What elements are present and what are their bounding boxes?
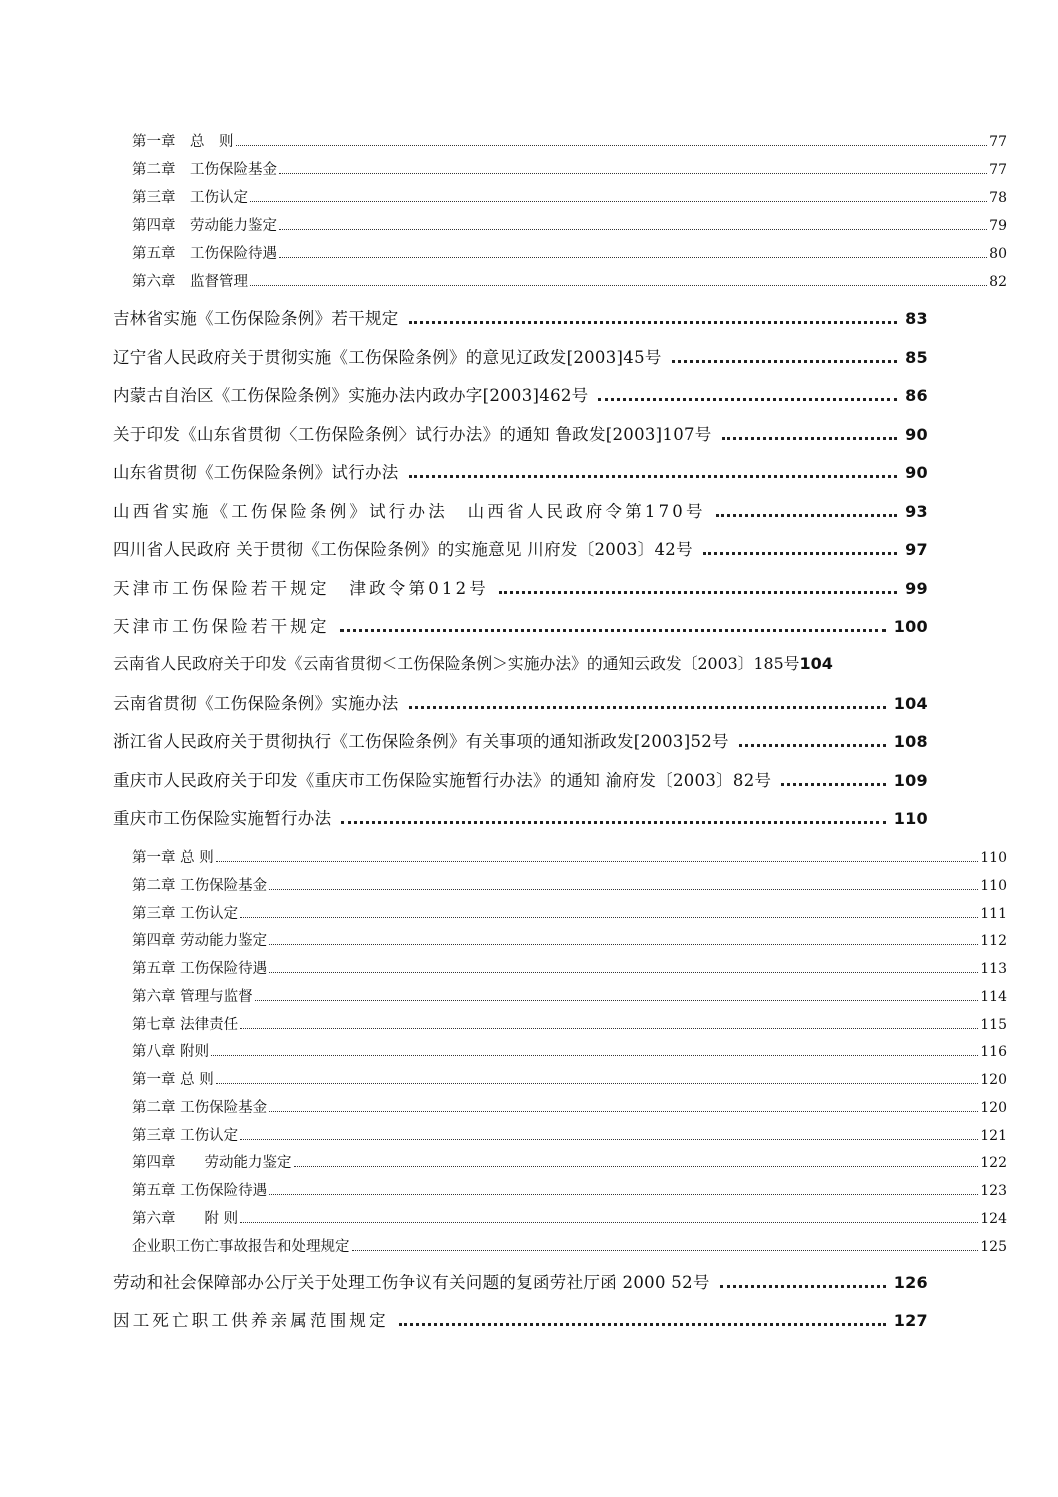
entry-page: 90 xyxy=(905,463,928,482)
entry-title: 天津市工伤保险若干规定 xyxy=(113,617,330,636)
entry-page: 126 xyxy=(893,1273,928,1292)
toc-entry[interactable] xyxy=(132,1096,1007,1124)
dot-leader xyxy=(340,628,886,632)
entry-page: 77 xyxy=(989,162,1007,178)
entry-page: 77 xyxy=(989,134,1007,150)
entry-title: 第四章 劳动能力鉴定 xyxy=(132,933,268,949)
entry-title: 第六章 附 则 xyxy=(132,1211,239,1227)
toc-entry[interactable] xyxy=(132,1179,1007,1207)
toc-entry[interactable] xyxy=(132,130,1007,158)
entry-page: 121 xyxy=(980,1128,1007,1144)
toc-entry[interactable] xyxy=(132,1040,1007,1068)
toc-entry[interactable] xyxy=(113,382,928,420)
dot-leader xyxy=(279,256,987,258)
dot-leader xyxy=(240,1027,978,1029)
entry-title: 辽宁省人民政府关于贯彻实施《工伤保险条例》的意见辽政发[2003]45号 xyxy=(113,348,662,367)
toc-entry[interactable] xyxy=(132,158,1007,186)
dot-leader xyxy=(279,228,987,230)
entry-page: 116 xyxy=(980,1044,1007,1060)
toc-entry[interactable] xyxy=(113,805,928,843)
dot-leader xyxy=(240,916,978,918)
toc-entry[interactable] xyxy=(132,929,1007,957)
toc-entry[interactable] xyxy=(132,1068,1007,1096)
dot-leader xyxy=(240,1221,978,1223)
entry-title: 劳动和社会保障部办公厅关于处理工伤争议有关问题的复函劳社厅函 2000 52号 xyxy=(113,1273,710,1292)
toc-entry[interactable] xyxy=(113,459,928,497)
entry-title: 第五章 工伤保险待遇 xyxy=(132,961,268,977)
entry-page: 109 xyxy=(893,771,928,790)
entry-title: 重庆市工伤保险实施暂行办法 xyxy=(113,809,332,828)
entry-page: 110 xyxy=(893,809,928,828)
entry-page: 97 xyxy=(905,540,928,559)
entry-title: 吉林省实施《工伤保险条例》若干规定 xyxy=(113,309,399,328)
toc-entry[interactable] xyxy=(132,902,1007,930)
dot-leader xyxy=(250,200,987,202)
toc-entry[interactable] xyxy=(113,305,928,343)
dot-leader xyxy=(341,820,885,824)
entry-page: 124 xyxy=(980,1211,1007,1227)
toc-entry[interactable] xyxy=(132,1124,1007,1152)
entry-page: 82 xyxy=(989,274,1007,290)
toc-entry[interactable] xyxy=(113,1307,928,1345)
entry-title: 关于印发《山东省贯彻〈工伤保险条例〉试行办法》的通知 鲁政发[2003]107号 xyxy=(113,425,712,444)
dot-leader xyxy=(720,1284,886,1288)
entry-title: 第六章 监督管理 xyxy=(132,274,248,290)
entry-page: 90 xyxy=(905,425,928,444)
entry-title: 云南省人民政府关于印发《云南省贯彻＜工伤保险条例＞实施办法》的通知云政发〔2003〕185号 xyxy=(113,654,800,673)
dot-leader xyxy=(672,359,897,363)
entry-title: 第二章 工伤保险基金 xyxy=(132,1100,268,1116)
entry-title: 第二章 工伤保险基金 xyxy=(132,162,277,178)
toc-entry[interactable] xyxy=(132,846,1007,874)
toc-entry[interactable] xyxy=(132,242,1007,270)
dot-leader xyxy=(409,320,898,324)
entry-page: 110 xyxy=(980,878,1007,894)
entry-page: 113 xyxy=(980,961,1007,977)
entry-page: 108 xyxy=(893,732,928,751)
dot-leader xyxy=(703,551,897,555)
entry-page: 86 xyxy=(905,386,928,405)
entry-page: 111 xyxy=(980,906,1007,922)
dot-leader xyxy=(279,172,987,174)
toc-entry[interactable] xyxy=(132,985,1007,1013)
entry-page: 122 xyxy=(980,1155,1007,1171)
entry-page: 127 xyxy=(893,1311,928,1330)
dot-leader xyxy=(269,1193,978,1195)
toc-entry[interactable] xyxy=(132,1151,1007,1179)
toc-entry[interactable] xyxy=(113,690,928,728)
entry-title: 内蒙古自治区《工伤保险条例》实施办法内政办字[2003]462号 xyxy=(113,386,589,405)
dot-leader xyxy=(269,1110,978,1112)
entry-page: 83 xyxy=(905,309,928,328)
entry-title: 第六章 管理与监督 xyxy=(132,989,253,1005)
entry-page: 79 xyxy=(989,218,1007,234)
dot-leader xyxy=(216,860,979,862)
entry-page: 80 xyxy=(989,246,1007,262)
dot-leader xyxy=(409,705,886,709)
entry-title: 重庆市人民政府关于印发《重庆市工伤保险实施暂行办法》的通知 渝府发〔2003〕82号 xyxy=(113,771,772,790)
dot-leader xyxy=(739,743,886,747)
entry-title: 企业职工伤亡事故报告和处理规定 xyxy=(132,1239,350,1255)
toc-entry[interactable] xyxy=(132,1207,1007,1235)
entry-title: 第三章 工伤认定 xyxy=(132,1128,239,1144)
entry-page: 114 xyxy=(980,989,1007,1005)
entry-title: 因工死亡职工供养亲属范围规定 xyxy=(113,1311,389,1330)
entry-title: 第四章 劳动能力鉴定 xyxy=(132,1155,292,1171)
entry-title: 浙江省人民政府关于贯彻执行《工伤保险条例》有关事项的通知浙政发[2003]52号 xyxy=(113,732,729,751)
entry-page: 93 xyxy=(905,502,928,521)
entry-page: 115 xyxy=(980,1017,1007,1033)
toc-entry[interactable] xyxy=(132,270,1007,298)
toc-entry[interactable] xyxy=(132,1235,1007,1263)
entry-title: 云南省贯彻《工伤保险条例》实施办法 xyxy=(113,694,399,713)
entry-page: 112 xyxy=(980,933,1007,949)
toc-entry[interactable] xyxy=(113,651,943,689)
dot-leader xyxy=(409,474,898,478)
dot-leader xyxy=(598,397,897,401)
entry-title: 第三章 工伤认定 xyxy=(132,190,248,206)
entry-page: 85 xyxy=(905,348,928,367)
entry-page: 125 xyxy=(980,1239,1007,1255)
entry-title: 第三章 工伤认定 xyxy=(132,906,239,922)
toc-entry[interactable] xyxy=(113,344,928,382)
dot-leader xyxy=(255,999,979,1001)
entry-page: 99 xyxy=(905,579,928,598)
toc-entry[interactable] xyxy=(113,767,928,805)
toc-entry[interactable] xyxy=(132,186,1007,214)
entry-title: 山东省贯彻《工伤保险条例》试行办法 xyxy=(113,463,399,482)
entry-title: 第二章 工伤保险基金 xyxy=(132,878,268,894)
dot-leader xyxy=(216,1082,979,1084)
dot-leader xyxy=(499,590,897,594)
dot-leader xyxy=(269,943,978,945)
entry-title: 第一章 总 则 xyxy=(132,1072,214,1088)
entry-title: 第四章 劳动能力鉴定 xyxy=(132,218,277,234)
entry-title: 第一章 总 则 xyxy=(132,134,234,150)
entry-title: 四川省人民政府 关于贯彻《工伤保险条例》的实施意见 川府发〔2003〕42号 xyxy=(113,540,693,559)
entry-page: 110 xyxy=(980,850,1007,866)
toc-entry[interactable] xyxy=(113,536,928,574)
entry-page: 104 xyxy=(893,694,928,713)
dot-leader xyxy=(269,888,978,890)
dot-leader xyxy=(722,436,898,440)
toc-entry[interactable] xyxy=(132,874,1007,902)
toc-entry[interactable] xyxy=(113,728,928,766)
entry-page: 123 xyxy=(980,1183,1007,1199)
dot-leader xyxy=(269,971,978,973)
entry-title: 第八章 附则 xyxy=(132,1044,210,1060)
toc-entry[interactable] xyxy=(113,1269,928,1307)
entry-page: 120 xyxy=(980,1072,1007,1088)
entry-title: 山西省实施《工伤保险条例》试行办法 山西省人民政府令第170号 xyxy=(113,502,706,521)
entry-title: 第一章 总 则 xyxy=(132,850,214,866)
entry-title: 第五章 工伤保险待遇 xyxy=(132,246,277,262)
dot-leader xyxy=(211,1054,978,1056)
dot-leader xyxy=(240,1138,978,1140)
entry-title: 第七章 法律责任 xyxy=(132,1017,239,1033)
dot-leader xyxy=(294,1165,979,1167)
entry-page: 120 xyxy=(980,1100,1007,1116)
dot-leader xyxy=(399,1322,886,1326)
dot-leader xyxy=(250,284,987,286)
toc-entry[interactable] xyxy=(113,575,928,613)
toc-entry[interactable] xyxy=(113,613,928,651)
dot-leader xyxy=(716,513,897,517)
toc-entry[interactable] xyxy=(132,1013,1007,1041)
toc-entry[interactable] xyxy=(113,421,928,459)
toc-entry[interactable] xyxy=(132,957,1007,985)
dot-leader xyxy=(236,144,988,146)
toc-entry[interactable] xyxy=(113,498,928,536)
entry-title: 第五章 工伤保险待遇 xyxy=(132,1183,268,1199)
entry-title: 天津市工伤保险若干规定 津政令第012号 xyxy=(113,579,489,598)
entry-page: 100 xyxy=(893,617,928,636)
entry-page: 78 xyxy=(989,190,1007,206)
entry-page: 104 xyxy=(799,654,833,673)
dot-leader xyxy=(781,782,885,786)
dot-leader xyxy=(352,1249,979,1251)
toc-entry[interactable] xyxy=(132,214,1007,242)
